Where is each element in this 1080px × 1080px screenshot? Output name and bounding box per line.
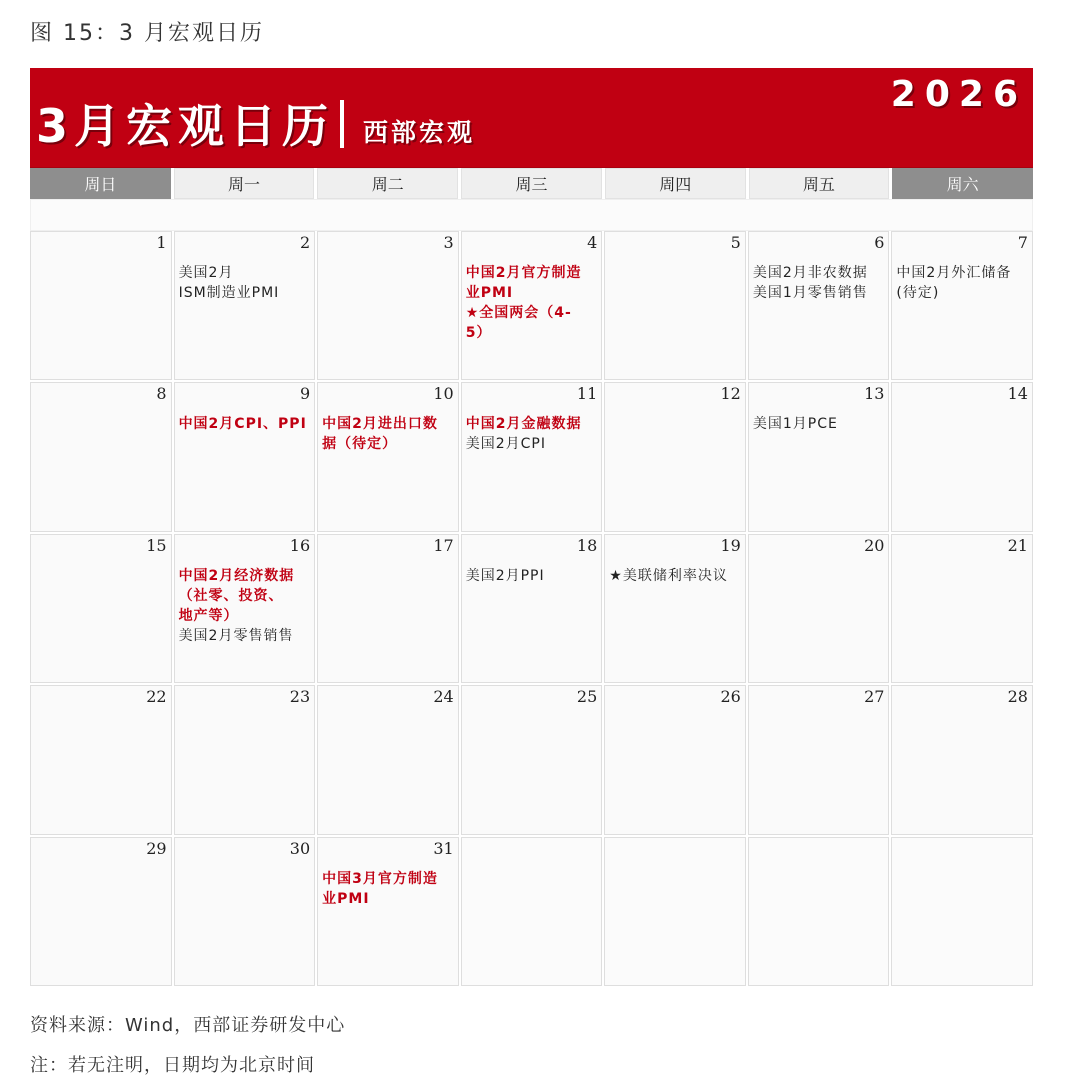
highlighted-event: 中国2月经济数据 （社零、投资、 地产等） [178,567,295,624]
calendar-day-cell [891,382,1033,531]
event-list [609,566,742,586]
highlighted-event: 中国2月金融数据 [465,416,582,433]
calendar-day-cell [317,382,459,531]
calendar-day-cell [174,685,316,834]
day-number: 18 [576,535,598,555]
calendar-day-cell [604,685,746,834]
footnote: 注：若无注明，日期均为北京时间 [30,1055,315,1076]
day-number: 24 [433,687,454,707]
day-number: 30 [289,838,311,858]
event-list [753,263,886,303]
day-number: 11 [576,384,598,404]
event-list [322,869,455,909]
day-number: 6 [874,233,885,252]
calendar-day-cell [30,837,172,986]
event-list [753,414,886,434]
calendar-day-cell [174,837,316,986]
calendar-day-cell [30,534,172,683]
highlighted-event: 中国2月进出口数 据（待定） [322,416,438,453]
figure-title: 图 15：3 月宏观日历 [30,21,264,46]
weekday-tuesday: 周二 [317,168,458,199]
calendar-day-cell [317,231,459,380]
calendar-day-cell [174,382,316,531]
day-number: 14 [1007,384,1028,404]
calendar-event: ★美联储利率决议 [609,567,728,584]
calendar-day-cell [461,382,603,531]
day-number: 29 [146,838,167,858]
empty-calendar-cell [604,837,746,986]
event-list [179,566,312,646]
calendar-day-cell [30,685,172,834]
highlighted-event: 中国3月官方制造 业PMI [322,870,438,907]
event-list [322,414,455,454]
day-number: 8 [156,384,167,404]
event-list [179,414,312,434]
day-number: 25 [576,687,598,707]
event-list [466,263,599,343]
calendar-day-cell [30,382,172,531]
calendar-day-cell [604,231,746,380]
banner-year: 2026 [890,74,1027,115]
event-list [466,414,599,454]
calendar-day-cell [748,534,890,683]
day-number: 31 [433,838,454,858]
calendar-day-cell [748,382,890,531]
calendar-event: 美国2月非农数据 美国1月零售销售 [752,265,868,301]
day-number: 17 [433,535,454,555]
calendar-day-cell [317,534,459,683]
day-number: 28 [1007,687,1028,707]
day-number: 19 [720,535,741,555]
source-note: 资料来源：Wind，西部证券研发中心 [30,1015,346,1036]
day-number: 4 [587,233,598,252]
highlighted-event: 中国2月CPI、PPI [178,416,307,433]
event-list [896,263,1029,303]
empty-calendar-cell [461,837,603,986]
banner-subtitle: 西部宏观 [363,118,476,147]
weekday-friday: 周五 [749,168,890,199]
calendar-day-cell [748,231,890,380]
empty-calendar-cell [748,837,890,986]
day-number: 27 [864,687,885,707]
calendar-event: 中国2月外汇储备 (待定) [896,265,1012,301]
calendar-day-cell [461,685,603,834]
calendar-day-cell [748,685,890,834]
event-list [466,566,599,586]
event-list [179,263,312,303]
macro-calendar [30,68,1033,986]
weekday-wednesday: 周三 [461,168,602,199]
weekday-thursday: 周四 [605,168,746,199]
calendar-day-cell [317,837,459,986]
banner-title: 3月宏观日历 [36,99,335,153]
day-number: 2 [299,233,311,252]
weekday-monday: 周一 [174,168,315,199]
calendar-day-cell [461,231,603,380]
calendar-event: 美国2月PPI [465,567,545,584]
empty-calendar-cell [891,837,1033,986]
calendar-event: 美国2月 ISM制造业PMI [178,265,280,301]
calendar-banner [30,68,1033,168]
calendar-event: 美国2月CPI [465,436,546,453]
day-number: 16 [289,535,311,555]
day-number: 21 [1007,535,1028,555]
day-number: 5 [730,233,741,252]
day-number: 15 [146,535,167,555]
calendar-day-cell [891,685,1033,834]
day-number: 26 [720,687,741,707]
day-number: 20 [864,535,885,555]
calendar-spacer-row [30,199,1033,231]
day-number: 3 [443,233,454,252]
day-number: 10 [433,384,454,404]
weekday-saturday: 周六 [892,168,1033,199]
day-number: 23 [289,687,311,707]
day-number: 7 [1017,233,1028,252]
calendar-day-cell [317,685,459,834]
calendar-day-cell [174,231,316,380]
weekday-header [30,168,1033,199]
day-number: 9 [299,384,311,404]
day-number: 13 [864,384,885,404]
calendar-day-cell [891,534,1033,683]
day-number: 22 [146,687,167,707]
calendar-day-cell [604,534,746,683]
calendar-grid [30,231,1033,986]
calendar-day-cell [30,231,172,380]
day-number: 12 [720,384,741,404]
calendar-day-cell [604,382,746,531]
calendar-day-cell [891,231,1033,380]
calendar-day-cell [174,534,316,683]
highlighted-event: 中国2月官方制造 业PMI ★全国两会（4- 5） [465,265,582,341]
weekday-sunday: 周日 [30,168,171,199]
day-number: 1 [156,233,167,252]
calendar-day-cell [461,534,603,683]
banner-divider [340,100,344,148]
calendar-event: 美国1月PCE [752,416,838,433]
calendar-event: 美国2月零售销售 [178,627,294,644]
